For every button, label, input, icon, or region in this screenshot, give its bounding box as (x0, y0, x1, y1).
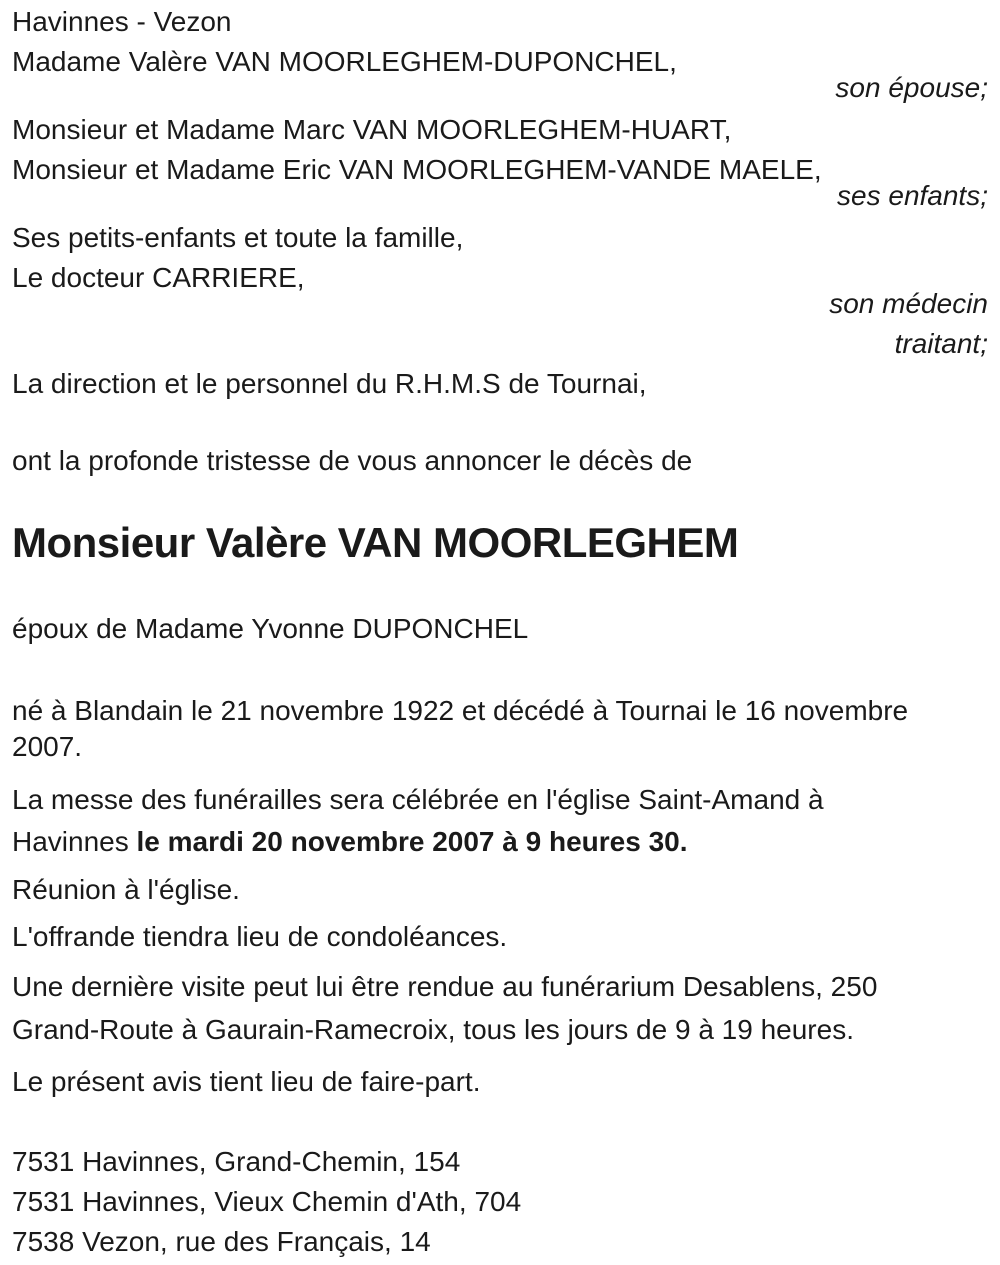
mass-location-prefix: Havinnes (12, 826, 129, 857)
children-name-line-2: Monsieur et Madame Eric VAN MOORLEGHEM-VANDE MAELE, (12, 154, 822, 185)
offering-line: L'offrande tiendra lieu de condoléances. (12, 921, 508, 952)
visitation-line-1: Une dernière visite peut lui être rendue au funérarium Desablens, 250 (12, 971, 878, 1002)
announcement-intro-line: ont la profonde tristesse de vous annoncer le décès de (12, 445, 693, 476)
doctor-relation-line-1: son médecin (829, 288, 988, 319)
family-section (12, 42, 988, 404)
spouse-of-line: époux de Madame Yvonne DUPONCHEL (12, 613, 529, 644)
doctor-relation-line-2: traitant; (894, 328, 988, 359)
children-relation-label: ses enfants; (837, 180, 988, 211)
ceremony-section (12, 780, 988, 1102)
address-line: 7531 Havinnes, Grand-Chemin, 154 (12, 1146, 461, 1177)
mass-line-1: La messe des funérailles sera célébrée en l'église Saint-Amand à (12, 784, 824, 815)
doctor-name-line: Le docteur CARRIERE, (12, 262, 305, 293)
legal-notice-line: Le présent avis tient lieu de faire-part. (12, 1066, 481, 1097)
institution-line: La direction et le personnel du R.H.M.S de Tournai, (12, 368, 647, 399)
deceased-name-title: Monsieur Valère VAN MOORLEGHEM (12, 519, 739, 566)
children-name-line-1: Monsieur et Madame Marc VAN MOORLEGHEM-HUART, (12, 114, 732, 145)
address-line: 7538 Vezon, rue des Français, 14 (12, 1226, 431, 1257)
meeting-line: Réunion à l'église. (12, 874, 240, 905)
mass-line-2 (12, 822, 988, 862)
spouse-relation-label: son épouse; (835, 72, 988, 103)
visitation-line-2: Grand-Route à Gaurain-Ramecroix, tous les jours de 9 à 19 heures. (12, 1014, 854, 1045)
locality-line: Havinnes - Vezon (12, 6, 232, 37)
address-line: 7531 Havinnes, Vieux Chemin d'Ath, 704 (12, 1186, 522, 1217)
grandchildren-line: Ses petits-enfants et toute la famille, (12, 222, 464, 253)
birth-death-line-1: né à Blandain le 21 novembre 1922 et décédé à Tournai le 16 novembre (12, 695, 909, 726)
addresses-section (12, 1142, 988, 1262)
mass-datetime-bold: le mardi 20 novembre 2007 à 9 heures 30. (136, 826, 688, 857)
birth-death-line-2: 2007. (12, 731, 83, 762)
spouse-name-line: Madame Valère VAN MOORLEGHEM-DUPONCHEL, (12, 46, 677, 77)
